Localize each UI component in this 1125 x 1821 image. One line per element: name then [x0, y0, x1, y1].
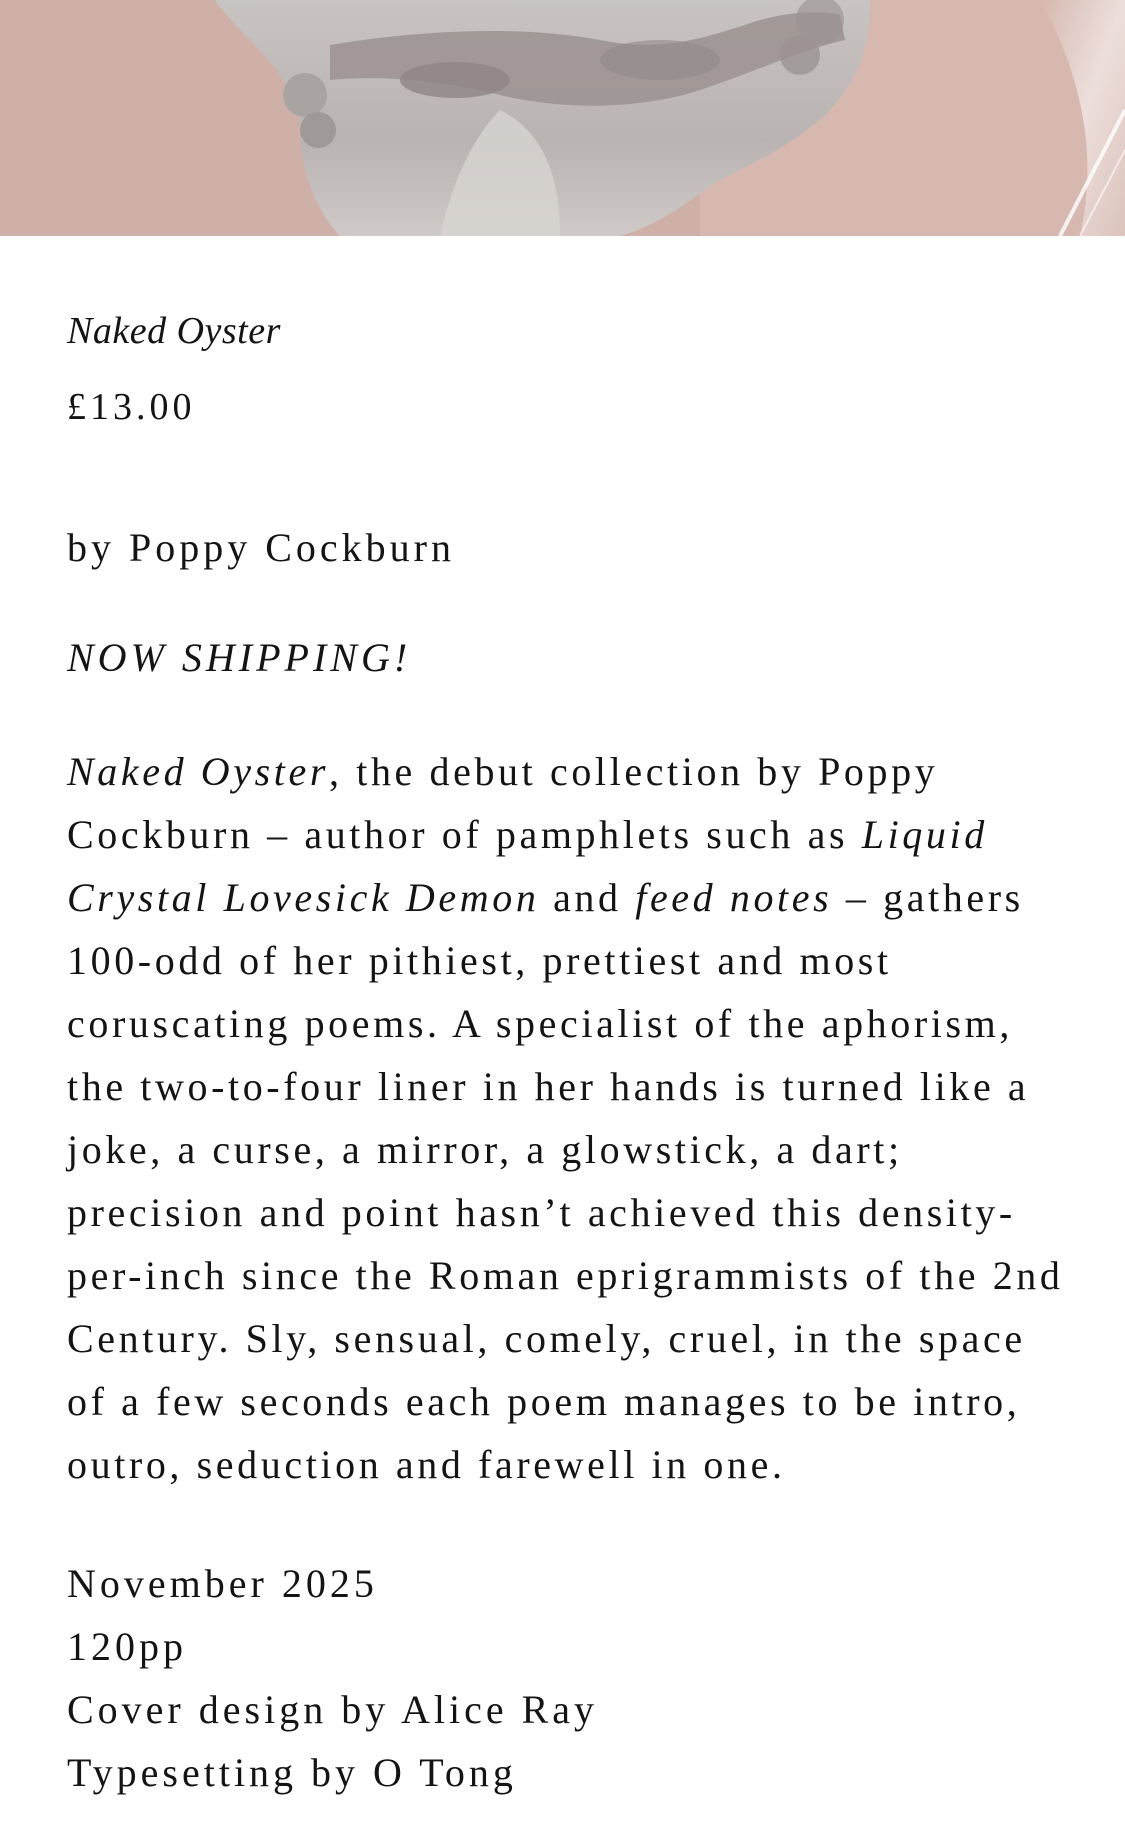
hero-image: [0, 0, 1125, 236]
desc-pamphlet2: feed notes: [635, 875, 833, 920]
page-count: 120pp: [67, 1624, 187, 1669]
desc-part1: , the debut collection by Poppy Cockburn – author of pamphlets such as: [67, 749, 939, 857]
product-content: [67, 300, 1067, 1804]
cover-photo-plaster-bust: [0, 0, 1125, 236]
desc-part2: – gathers 100-odd of her pithiest, prettiest and most coruscating poems. A specialist of the aphorism, the two-to-four liner in her hands is turned like a joke, a curse, a mirror, a glowstick, a dart; precision and point hasn’t achieved this density-per-inch since the Roman eprigrammists of the 2nd Century. Sly, sensual, comely, cruel, in the space of a few seconds each poem manages to be intro, outro, seduction and farewell in one.: [67, 875, 1064, 1487]
product-details: [67, 1552, 1067, 1804]
shipping-notice: NOW SHIPPING!: [67, 635, 412, 680]
product-title: Naked Oyster: [67, 310, 281, 352]
desc-pamphlet1: Liquid Crystal Lovesick Demon: [67, 812, 988, 920]
typesetting-credit: Typesetting by O Tong: [67, 1750, 517, 1795]
publication-date: November 2025: [67, 1561, 378, 1606]
product-description: [67, 740, 1067, 1496]
desc-and: and: [539, 875, 636, 920]
desc-title-ref: Naked Oyster: [67, 749, 330, 794]
product-price: £13.00: [67, 386, 196, 428]
author-line: by Poppy Cockburn: [67, 525, 455, 570]
cover-design-credit: Cover design by Alice Ray: [67, 1687, 599, 1732]
